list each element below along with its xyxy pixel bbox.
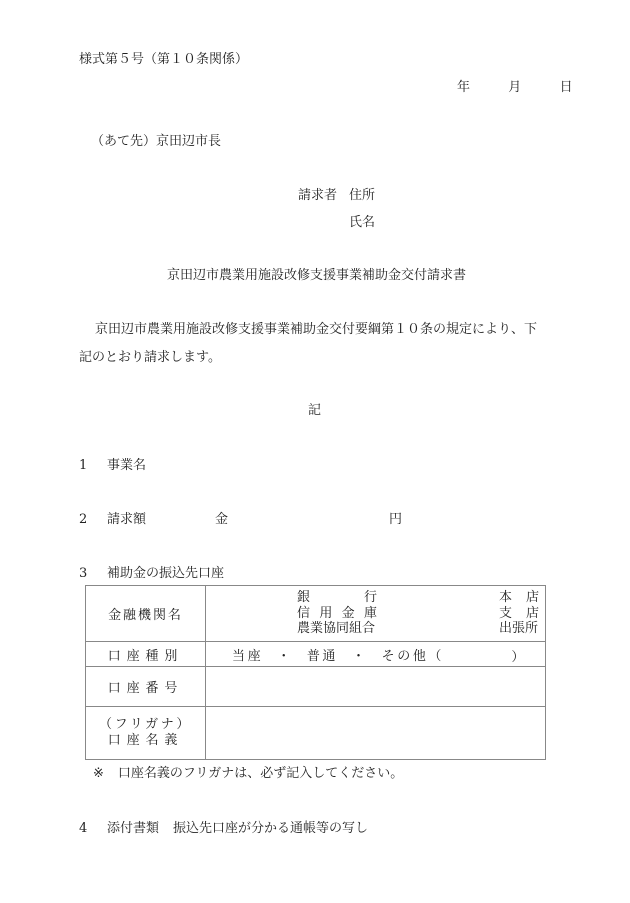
label-account-holder	[86, 707, 206, 760]
bank-type-char: 金	[341, 605, 355, 621]
form-number: 様式第５号（第１０条関係）	[79, 52, 249, 67]
financial-institution-field[interactable]	[206, 586, 546, 642]
item-bank-account	[79, 566, 224, 582]
item-number: 2	[79, 512, 88, 527]
bank-type-char: 信	[297, 605, 311, 621]
item-label: 事業名	[107, 458, 147, 473]
ki-heading: 記	[308, 403, 322, 418]
bank-type-char: 銀	[297, 590, 311, 605]
account-number-field[interactable]	[206, 667, 546, 707]
row-account-holder	[86, 707, 546, 760]
item-number: 1	[79, 458, 88, 473]
branch-type-options	[499, 590, 539, 637]
item-claim-amount	[79, 512, 403, 528]
document-title: 京田辺市農業用施設改修支援事業補助金交付請求書	[167, 268, 467, 283]
date-month: 月	[508, 80, 522, 95]
bank-type-char: 用	[319, 605, 333, 621]
item-label: 補助金の振込先口座	[107, 566, 225, 581]
branch-type-char: 店	[525, 605, 539, 621]
amount-prefix: 金	[215, 512, 229, 527]
bank-type-char: 庫	[363, 605, 377, 621]
label-furigana: （フリガナ）	[99, 717, 192, 732]
furigana-note	[93, 766, 403, 782]
bank-type-char: 農業協同組合	[297, 621, 376, 636]
account-type-field[interactable]	[206, 642, 546, 667]
bank-account-table	[85, 585, 546, 760]
amount-suffix: 円	[389, 512, 403, 527]
item-label: 添付書類	[107, 821, 160, 836]
label-account-type: 口座種別	[86, 642, 206, 667]
requester-address-label: 住所	[349, 188, 376, 203]
body-text-line1: 京田辺市農業用施設改修支援事業補助金交付要綱第１０条の規定により、下	[95, 322, 538, 337]
separator-dot: ・	[277, 648, 293, 664]
option-other[interactable]: その他（	[381, 648, 445, 664]
item-number: 4	[79, 821, 88, 836]
branch-type-char: 支	[499, 605, 513, 621]
row-financial-institution	[86, 586, 546, 642]
item-number: 3	[79, 566, 88, 581]
bank-type-options	[297, 590, 377, 637]
addressee: （あて先）京田辺市長	[91, 134, 222, 149]
row-account-type	[86, 642, 546, 667]
item-attachments	[79, 821, 368, 837]
label-account-holder-text: 口座名義	[107, 733, 184, 748]
separator-dot: ・	[352, 648, 368, 664]
date-day: 日	[559, 80, 573, 95]
label-account-number: 口座番号	[86, 667, 206, 707]
requester-name-label: 氏名	[349, 215, 376, 230]
branch-type-char: 店	[525, 590, 539, 605]
note-mark: ※	[93, 766, 104, 781]
date-fields	[457, 80, 573, 96]
requester-label: 請求者	[298, 188, 338, 203]
option-checking[interactable]: 当座	[232, 648, 264, 664]
branch-type-char: 出張所	[499, 621, 539, 636]
account-holder-field[interactable]	[206, 707, 546, 760]
option-ordinary[interactable]: 普通	[306, 648, 339, 664]
other-close-paren: ）	[511, 650, 527, 665]
branch-type-char: 本	[499, 590, 513, 605]
item-description: 振込先口座が分かる通帳等の写し	[173, 821, 369, 836]
item-business-name	[79, 458, 146, 474]
date-year: 年	[457, 80, 471, 95]
note-text: 口座名義のフリガナは、必ず記入してください。	[117, 766, 404, 781]
row-account-number	[86, 667, 546, 707]
body-text-line2: 記のとおり請求します。	[79, 350, 221, 365]
label-financial-institution: 金融機関名	[86, 586, 206, 642]
item-label: 請求額	[107, 512, 147, 527]
bank-type-char: 行	[363, 590, 377, 605]
